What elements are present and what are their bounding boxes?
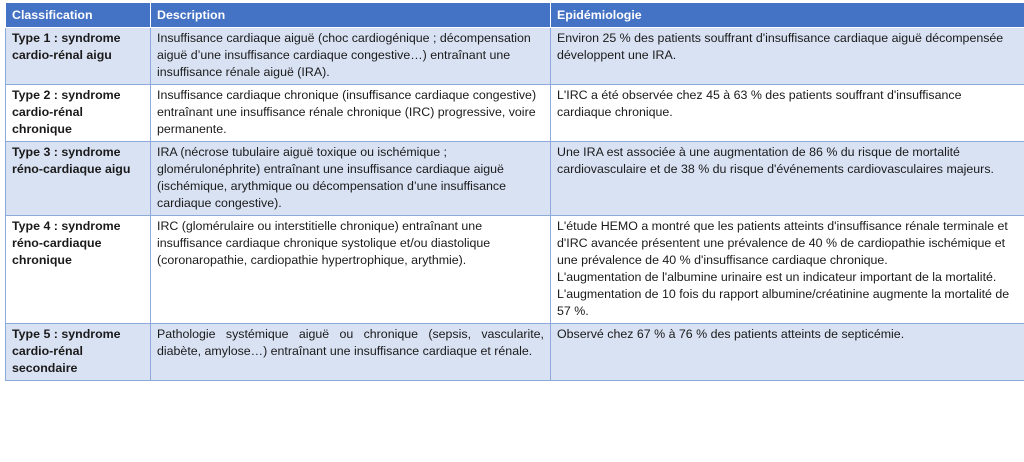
table-header [6, 3, 1024, 28]
epidemiology-cell [551, 142, 1024, 216]
classification-cell: Type 1 : syndrome cardio-rénal aigu [6, 28, 151, 85]
epidemiology-text: L'IRC a été observée chez 45 à 63 % des patients souffrant d'insuffisance cardiaque chronique. [557, 88, 962, 119]
table-row [6, 142, 1024, 216]
header-description: Description [151, 3, 551, 28]
header-classification: Classification [6, 3, 151, 28]
table-row [6, 28, 1024, 85]
description-cell: Insuffisance cardiaque aiguë (choc cardiogénique ; décompensation aiguë d’une insuffisance cardiaque congestive…) entraînant une insuffisance rénale aiguë (IRA). [151, 28, 551, 85]
classification-cell: Type 3 : syndrome réno-cardiaque aigu [6, 142, 151, 216]
classification-cell: Type 4 : syndrome réno-cardiaque chronique [6, 216, 151, 324]
description-cell: IRA (nécrose tubulaire aiguë toxique ou ischémique ; glomérulonéphrite) entraînant une insuffisance cardiaque aiguë (ischémique, arythmique ou décompensation d’une insuffisance cardiaque congestive). [151, 142, 551, 216]
classification-cell: Type 5 : syndrome cardio-rénal secondaire [6, 324, 151, 381]
description-cell: Pathologie systémique aiguë ou chronique (sepsis, vascularite, diabète, amylose…) entraînant une insuffisance cardiaque et rénale. [151, 324, 551, 381]
table-row [6, 216, 1024, 324]
epidemiology-text: L'augmentation de l'albumine urinaire est un indicateur important de la mortalité. L'augmentation de 10 fois du rapport albumine/créatinine augmente la mortalité de 57 %. [557, 270, 1010, 318]
epidemiology-text: Observé chez 67 % à 76 % des patients atteints de septicémie. [557, 327, 905, 341]
table-body [6, 28, 1024, 381]
header-row [6, 3, 1024, 28]
epidemiology-cell [551, 85, 1024, 142]
description-cell: Insuffisance cardiaque chronique (insuffisance cardiaque congestive) entraînant une insuffisance rénale chronique (IRC) progressive, voire permanente. [151, 85, 551, 142]
table-row [6, 324, 1024, 381]
classification-cell: Type 2 : syndrome cardio-rénal chronique [6, 85, 151, 142]
epidemiology-text: Une IRA est associée à une augmentation de 86 % du risque de mortalité cardiovasculaire et de 38 % du risque d'événements cardiovasculaires majeurs. [557, 145, 994, 176]
epidemiology-text: L'étude HEMO a montré que les patients atteints d'insuffisance rénale terminale et d'IRC avancée présentent une prévalence de 40 % de cardiopathie ischémique et une prévalence de 40 % d'insuffisance cardiaque chronique. [557, 219, 1008, 267]
epidemiology-cell [551, 28, 1024, 85]
description-cell: IRC (glomérulaire ou interstitielle chronique) entraînant une insuffisance cardiaque chronique systolique et/ou diastolique (coronaropathie, cardiopathie hypertrophique, arythmie). [151, 216, 551, 324]
header-epidemiology: Epidémiologie [551, 3, 1024, 28]
table-row [6, 85, 1024, 142]
cardio-renal-syndrome-table [5, 2, 1024, 381]
epidemiology-cell [551, 216, 1024, 324]
epidemiology-cell [551, 324, 1024, 381]
epidemiology-text: Environ 25 % des patients souffrant d'insuffisance cardiaque aiguë décompensée développent une IRA. [557, 31, 1004, 62]
